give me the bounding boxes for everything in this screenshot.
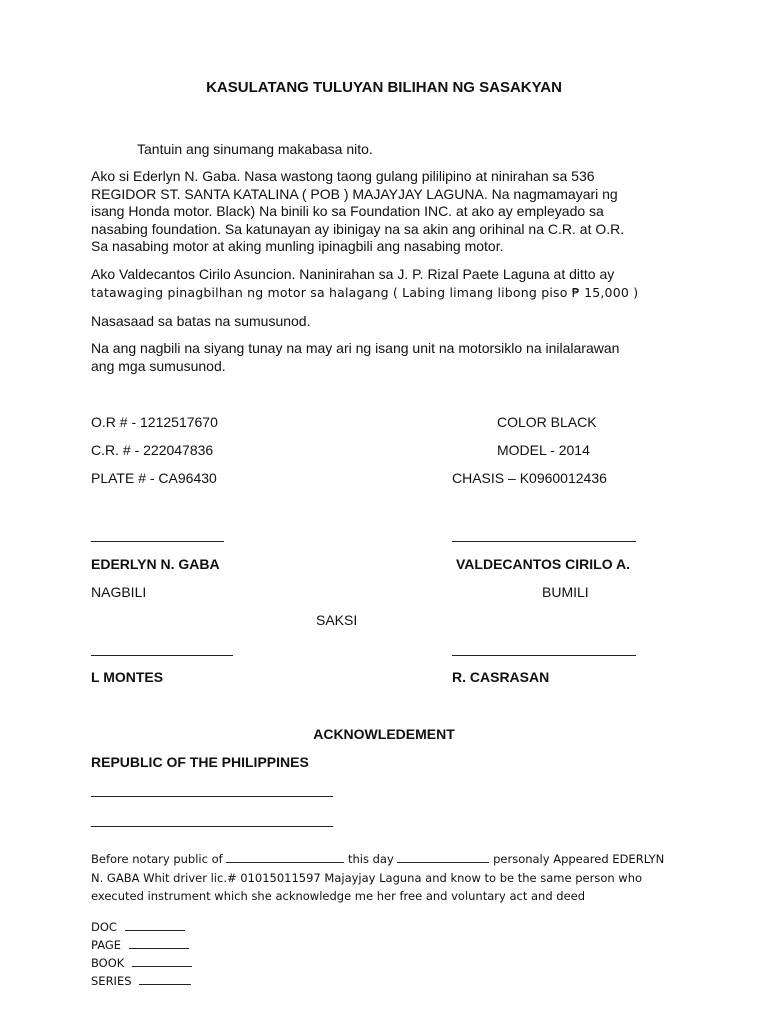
or-number: O.R # - 1212517670 [91, 414, 218, 430]
series-blank [139, 973, 191, 985]
paragraph-line: Sa nasabing motor at aking munling ipinagbili ang nasabing motor. [91, 238, 504, 254]
doc-label: DOC [91, 920, 117, 934]
paragraph-line: ang mga sumusunod. [91, 357, 226, 374]
paragraph-unit [91, 340, 681, 375]
witness1-signature-line [91, 655, 233, 656]
intro-text: Tantuin ang sinumang makabasa nito. [137, 141, 373, 157]
blank-line-1 [91, 796, 333, 797]
notary-line-1 [91, 850, 664, 868]
blank-line-2 [91, 826, 333, 827]
page-entry [91, 936, 189, 954]
paragraph-line: Na ang nagbili na siyang tunay na may ari ng isang unit na motorsiklo na inilalarawan [91, 340, 620, 356]
seller-role: NAGBILI [91, 584, 147, 600]
book-blank [132, 955, 192, 967]
paragraph-seller [91, 168, 681, 256]
book-label: BOOK [91, 956, 125, 970]
notary-text-1: Before notary public of [91, 852, 223, 866]
doc-entry [91, 918, 185, 936]
plate-number: PLATE # - CA96430 [91, 470, 217, 486]
cr-number: C.R. # - 222047836 [91, 442, 214, 458]
witness1-name: L MONTES [91, 669, 164, 685]
doc-blank [125, 919, 185, 931]
book-entry [91, 954, 192, 972]
paragraph-law: Nasasaad sa batas na sumusunod. [91, 313, 311, 329]
page-blank [129, 937, 189, 949]
paragraph-buyer [91, 266, 681, 301]
notary-blank-place [226, 851, 344, 863]
series-entry [91, 972, 191, 990]
buyer-role: BUMILI [542, 584, 589, 600]
series-label: SERIES [91, 974, 132, 988]
witness2-name: R. CASRASAN [452, 669, 550, 685]
document-title: KASULATANG TULUYAN BILIHAN NG SASAKYAN [206, 79, 562, 96]
notary-blank-date [397, 851, 489, 863]
page-label: PAGE [91, 938, 122, 952]
seller-signature-line [91, 541, 224, 542]
seller-name: EDERLYN N. GABA [91, 556, 220, 572]
paragraph-line: isang Honda motor. Black) Na binili ko sa Foundation INC. at ako ay empleyado sa [91, 203, 604, 219]
buyer-name: VALDECANTOS CIRILO A. [456, 556, 630, 572]
paragraph-line: nasabing foundation. Sa katunayan ay ibinigay na sa akin ang orihinal na C.R. at O.R. [91, 220, 625, 237]
paragraph-line: REGIDOR ST. SANTA KATALINA ( POB ) MAJAYJAY LAGUNA. Na nagmamayari ng [91, 185, 618, 202]
acknowledgement-heading: ACKNOWLEDEMENT [313, 726, 455, 742]
notary-line-3: executed instrument which she acknowledge me her free and voluntary act and deed [91, 889, 586, 903]
vehicle-model: MODEL - 2014 [497, 442, 590, 458]
vehicle-color: COLOR BLACK [497, 414, 597, 430]
paragraph-line: tatawaging pinagbilhan ng motor sa halagang ( Labing limang libong piso ₱ 15,000 ) [91, 284, 639, 300]
paragraph-line: Ako Valdecantos Cirilo Asuncion. Naninirahan sa J. P. Rizal Paete Laguna at ditto ay [91, 266, 615, 282]
notary-text-2: this day [347, 852, 394, 866]
republic-heading: REPUBLIC OF THE PHILIPPINES [91, 754, 309, 770]
witness-label: SAKSI [316, 612, 358, 628]
vehicle-chassis: CHASIS – K0960012436 [452, 470, 607, 486]
paragraph-line: Ako si Ederlyn N. Gaba. Nasa wastong taong gulang pililipino at ninirahan sa 536 [91, 168, 595, 184]
witness2-signature-line [452, 655, 636, 656]
notary-text-3: personaly Appeared EDERLYN [493, 852, 665, 866]
buyer-signature-line [452, 541, 636, 542]
notary-line-2: N. GABA Whit driver lic.# 01015011597 Majayjay Laguna and know to be the same person who [91, 871, 643, 885]
